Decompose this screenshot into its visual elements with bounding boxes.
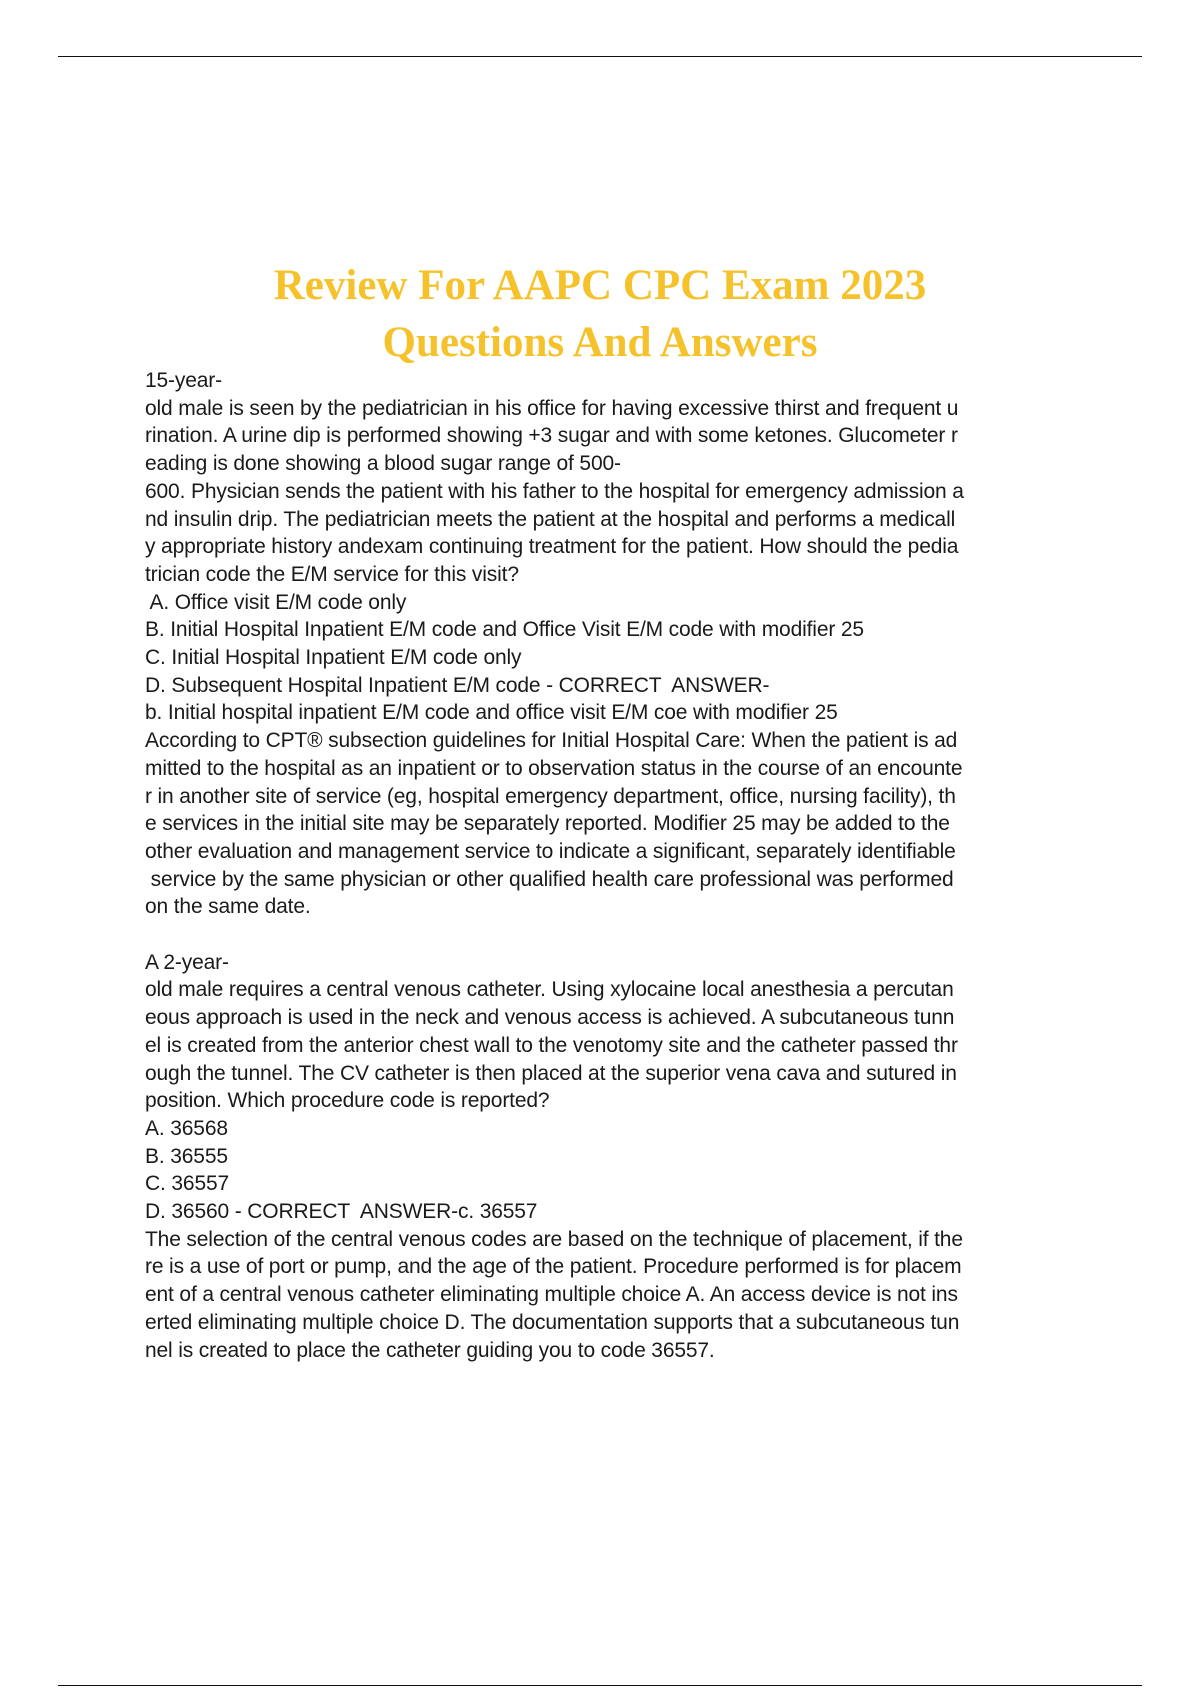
bottom-rule: [58, 1685, 1142, 1686]
q1-option-a: A. Office visit E/M code only: [145, 590, 407, 614]
q2-line: A 2-year-: [145, 950, 229, 974]
q1-line: 15-year-: [145, 369, 222, 392]
q1-explanation-line: r in another site of service (eg, hospital emergency department, office, nursing facility), th: [145, 784, 956, 808]
q1-line: trician code the E/M service for this visit?: [145, 562, 519, 586]
q1-option-b: B. Initial Hospital Inpatient E/M code and Office Visit E/M code with modifier 25: [145, 618, 864, 642]
document-body: [145, 367, 1105, 1364]
q1-line: rination. A urine dip is performed showing +3 sugar and with some ketones. Glucometer r: [145, 424, 958, 448]
q2-option-a: A. 36568: [145, 1116, 228, 1140]
q2-line: ough the tunnel. The CV catheter is then placed at the superior vena cava and sutured in: [145, 1061, 957, 1085]
q2-line: old male requires a central venous catheter. Using xylocaine local anesthesia a percutan: [145, 978, 954, 1002]
q1-option-c: C. Initial Hospital Inpatient E/M code only: [145, 646, 522, 670]
top-rule: [58, 56, 1142, 57]
title-line-2: Questions And Answers: [382, 319, 818, 366]
q2-option-b: B. 36555: [145, 1144, 228, 1168]
q2-explanation-line: nel is created to place the catheter guiding you to code 36557.: [145, 1338, 715, 1362]
q2-explanation-line: re is a use of port or pump, and the age of the patient. Procedure performed is for placem: [145, 1255, 962, 1279]
q2-explanation-line: erted eliminating multiple choice D. The documentation supports that a subcutaneous tun: [145, 1310, 960, 1334]
q2-explanation-line: The selection of the central venous codes are based on the technique of placement, if the: [145, 1227, 963, 1251]
q1-line: nd insulin drip. The pediatrician meets the patient at the hospital and performs a medicall: [145, 507, 956, 531]
q2-line: eous approach is used in the neck and venous access is achieved. A subcutaneous tunn: [145, 1006, 955, 1030]
paragraph-gap: [145, 921, 1105, 949]
q1-option-d: D. Subsequent Hospital Inpatient E/M code - CORRECT ANSWER-: [145, 673, 770, 697]
q1-explanation-line: other evaluation and management service to indicate a significant, separately identifiable: [145, 839, 956, 863]
question-block-2: [145, 949, 1105, 1365]
q1-line: eading is done showing a blood sugar range of 500-: [145, 452, 621, 476]
q1-line: y appropriate history andexam continuing treatment for the patient. How should the pedia: [145, 535, 959, 559]
q2-explanation-line: ent of a central venous catheter eliminating multiple choice A. An access device is not ins: [145, 1283, 958, 1307]
title-line-1: Review For AAPC CPC Exam 2023: [273, 262, 927, 309]
document-title: [0, 257, 1200, 371]
q1-explanation-line: According to CPT® subsection guidelines for Initial Hospital Care: When the patient is ad: [145, 729, 958, 753]
q2-option-c: C. 36557: [145, 1172, 230, 1196]
q1-explanation-line: service by the same physician or other qualified health care professional was performed: [145, 867, 954, 891]
q2-line: el is created from the anterior chest wall to the venotomy site and the catheter passed thr: [145, 1033, 958, 1057]
q2-line: position. Which procedure code is reported?: [145, 1089, 550, 1113]
q1-explanation-line: e services in the initial site may be separately reported. Modifier 25 may be added to the: [145, 812, 950, 836]
q1-explanation-line: mitted to the hospital as an inpatient or to observation status in the course of an encounte: [145, 756, 963, 780]
q1-line: 600. Physician sends the patient with his father to the hospital for emergency admission a: [145, 479, 964, 503]
q1-explanation-line: on the same date.: [145, 895, 311, 919]
q1-answer: b. Initial hospital inpatient E/M code and office visit E/M coe with modifier 25: [145, 701, 838, 725]
question-block-1: [145, 367, 1105, 921]
q1-line: old male is seen by the pediatrician in his office for having excessive thirst and frequent u: [145, 396, 959, 420]
q2-option-d-answer: D. 36560 - CORRECT ANSWER-c. 36557: [145, 1200, 538, 1224]
